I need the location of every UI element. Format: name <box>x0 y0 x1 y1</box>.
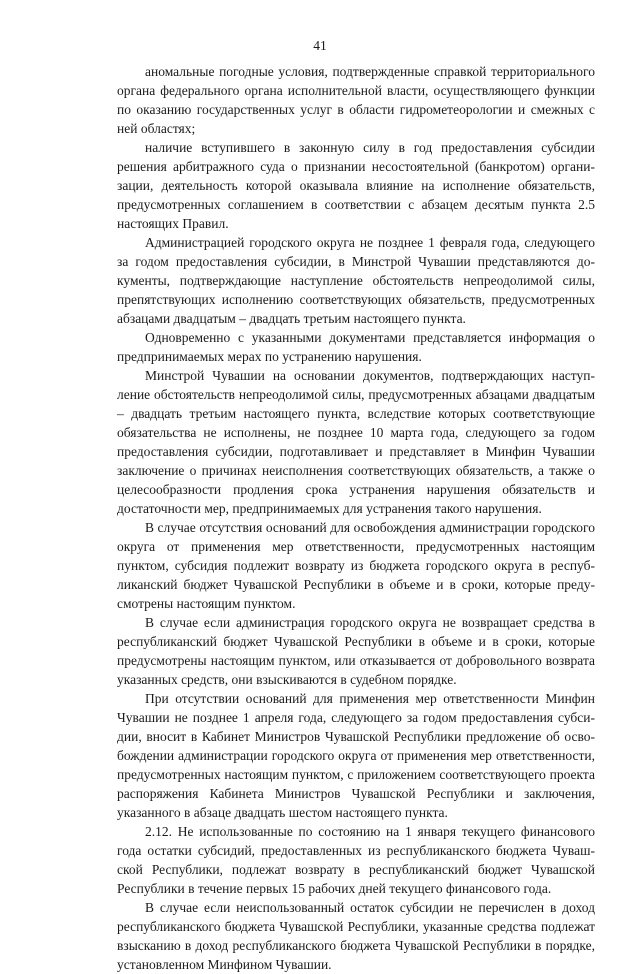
paragraph-1: аномальные погодные условия, подтвержденные справкой территориального органа федерального органа исполнительной власти, осуществляющего функции по оказанию государственных услуг в области гидрометеорологии и смежных с ней областях; <box>117 64 595 136</box>
paragraph-2: наличие вступившего в законную силу в год предоставления субсидии решения арбитражного суда о признании несостоятельной (банкротом) организации, деятельность которой оказывала влияние на исполнение обязательств, предусмотренных соглашением в соответствии с абзацем десятым пункта 2.5 настоящих Правил. <box>117 140 595 231</box>
paragraph-9: 2.12. Не использованные по состоянию на 1 января текущего финансового года остатки субсидий, предоставленных из республиканского бюджета Чувашской Республики, подлежат возврату в республиканский бюджет Чувашской Республики в течение первых 15 рабочих дней текущего финансового года. <box>117 824 595 896</box>
paragraph-10: В случае если неиспользованный остаток субсидии не перечислен в доход республиканского бюджета Чувашской Республики, указанные средства подлежат взысканию в доход республиканского бюджета Чувашской Республики в порядке, установленном Минфином Чувашии. <box>117 900 595 972</box>
paragraph-7: В случае если администрация городского округа не возвращает средства в республиканский бюджет Чувашской Республики в объеме и в сроки, которые предусмотрены настоящим пунктом, или отказывается от добровольного возврата указанных средств, они взыскиваются в судебном порядке. <box>117 615 595 687</box>
paragraph-3: Администрацией городского округа не позднее 1 февраля года, следующего за годом предоставления субсидии, в Минстрой Чувашии представляются документы, подтверждающие наступление обстоятельств непреодолимой силы, препятствующих исполнению соответствующих обязательств, предусмотренных абзацами двадцатым – двадцать третьим настоящего пункта. <box>117 235 595 326</box>
paragraph-4: Одновременно с указанными документами представляется информация о предпринимаемых мерах по устранению нарушения. <box>117 330 595 364</box>
paragraph-8: При отсутствии оснований для применения мер ответственности Минфин Чувашии не позднее 1 апреля года, следующего за годом предоставления субсидии, вносит в Кабинет Министров Чувашской Республики предложение об освобождении администрации городского округа от применения мер ответственности, предусмотренных настоящим пунктом, с приложением соответствующего проекта распоряжения Кабинета Министров Чувашской Республики и заключения, указанного в абзаце двадцать шестом настоящего пункта. <box>117 691 595 820</box>
page-number: 41 <box>313 38 327 53</box>
document-body <box>117 62 595 974</box>
paragraph-5: Минстрой Чувашии на основании документов, подтверждающих наступление обстоятельств непреодолимой силы, предусмотренных абзацами двадцатым – двадцать третьим настоящего пункта, вследствие которых соответствующие обязательства не исполнены, не позднее 10 марта года, следующего за годом предоставления субсидии, подготавливает и представляет в Минфин Чувашии заключение о причинах неисполнения соответствующих обязательств, а также о целесообразности продления срока устранения нарушения обязательств и достаточности мер, предпринимаемых для устранения такого нарушения. <box>117 368 595 516</box>
paragraph-6: В случае отсутствия оснований для освобождения администрации городского округа от применения мер ответственности, предусмотренных настоящим пунктом, субсидия подлежит возврату из бюджета городского округа в республиканский бюджет Чувашской Республики в объеме и в сроки, которые предусмотрены настоящим пунктом. <box>117 520 595 611</box>
